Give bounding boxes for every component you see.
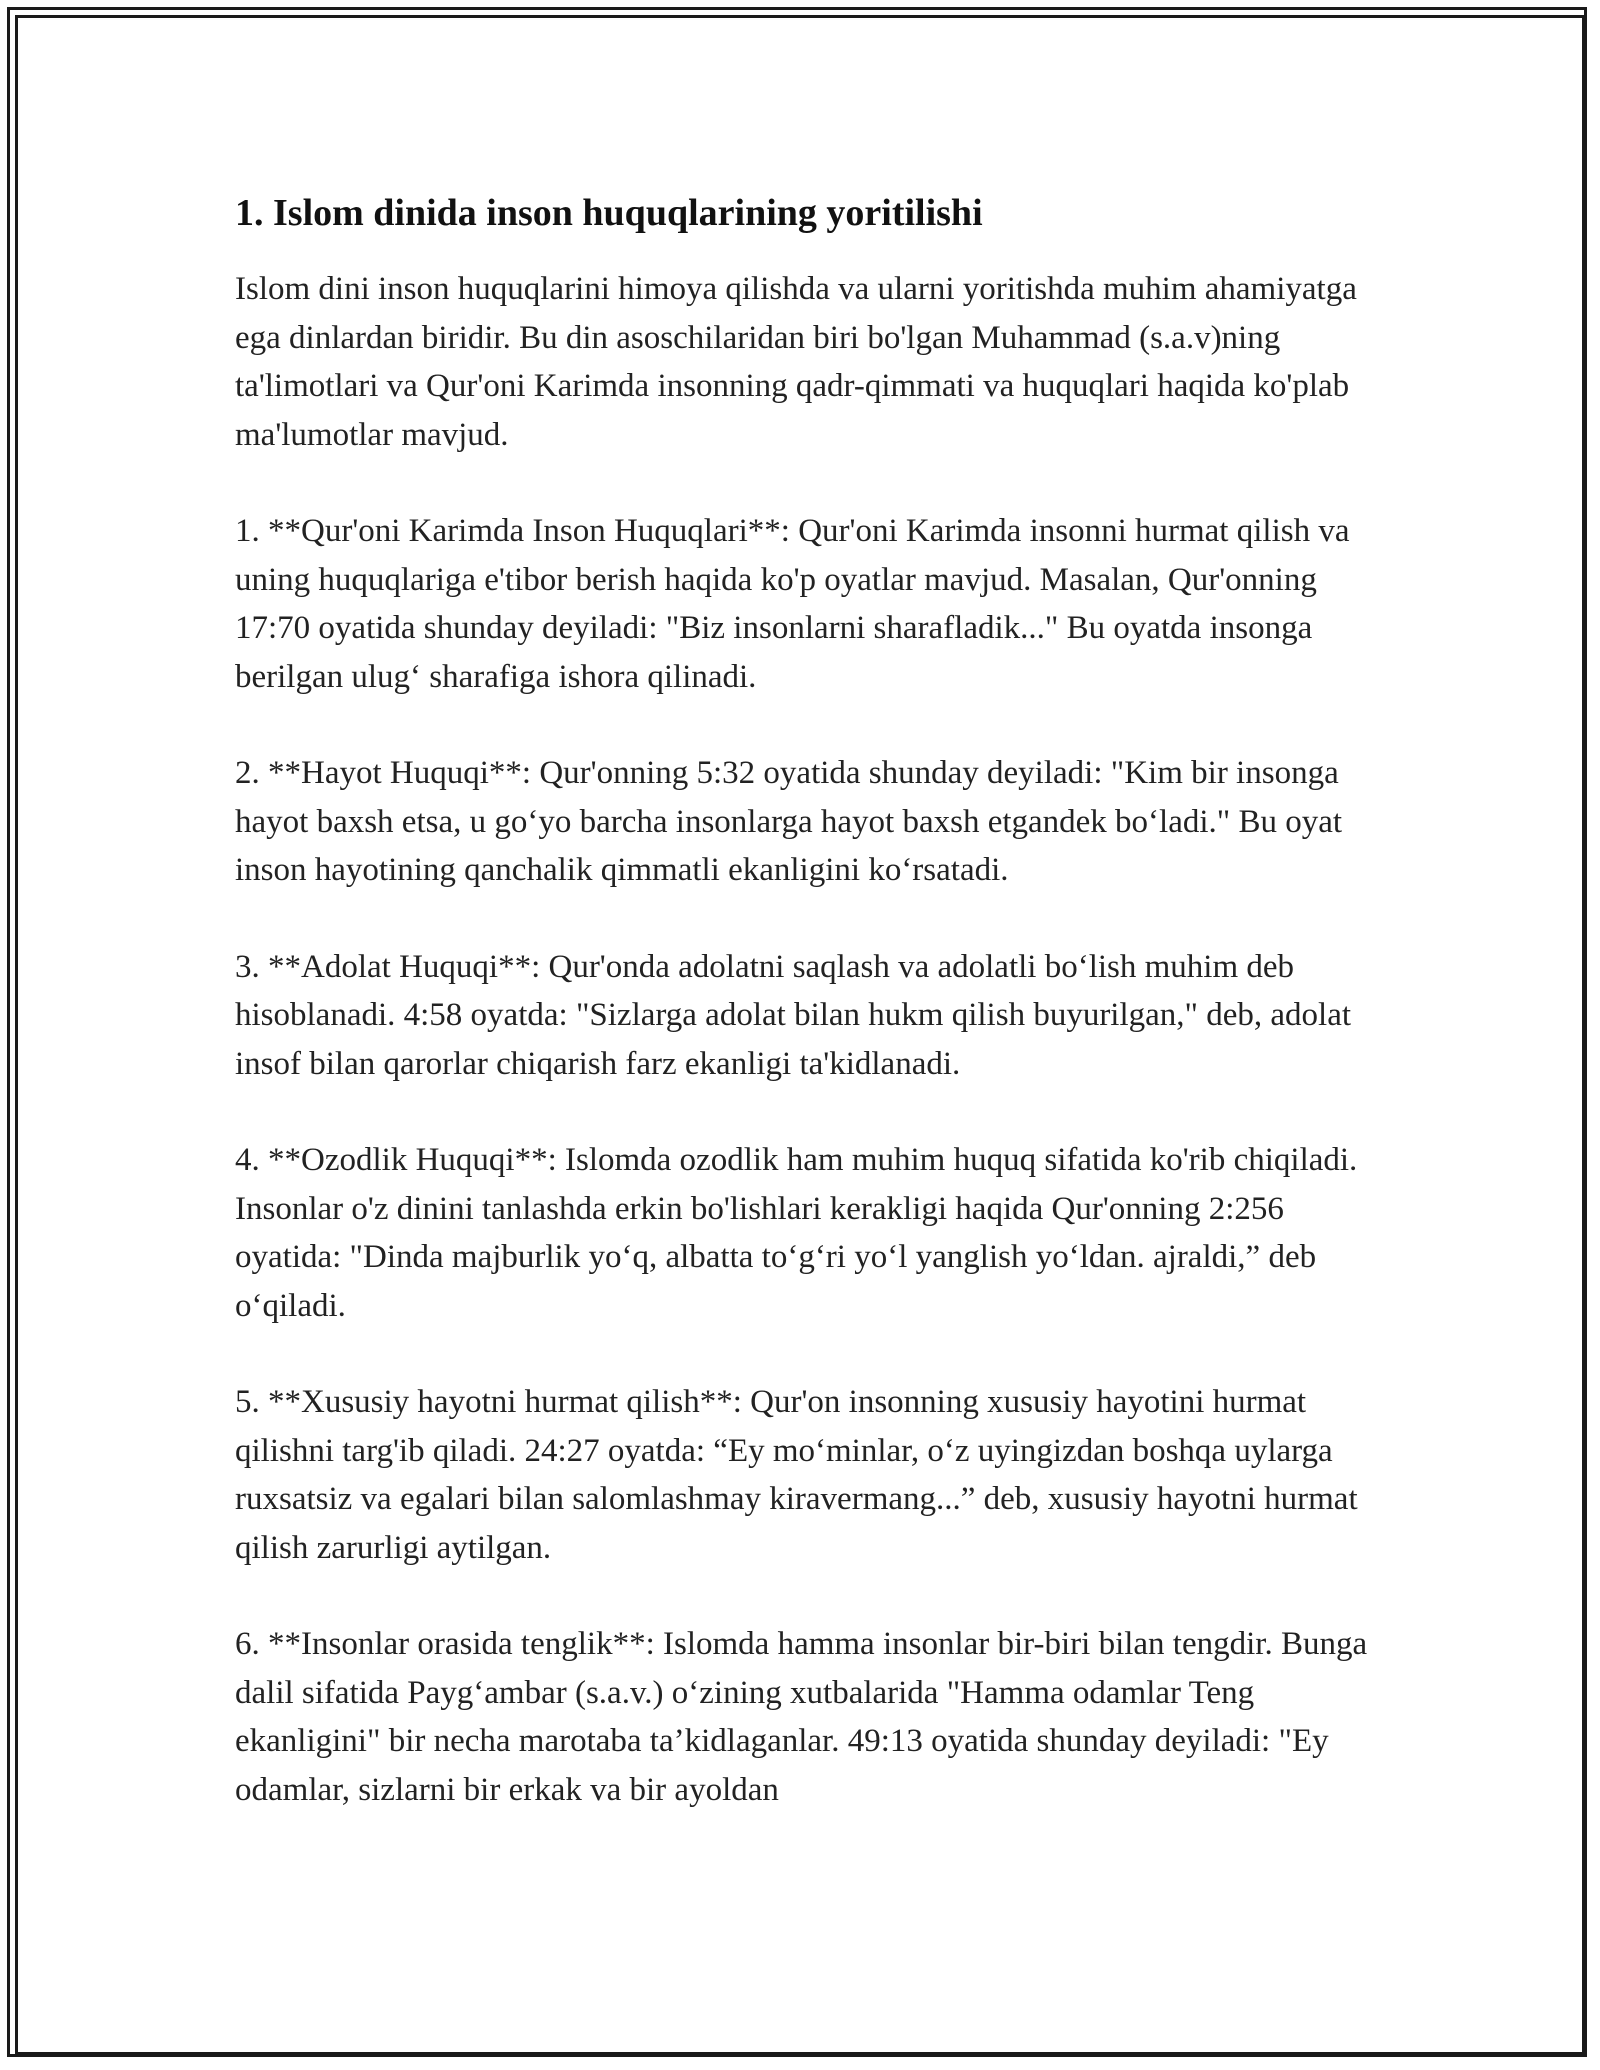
paragraph-equality: 6. **Insonlar orasida tenglik**: Islomda hamma insonlar bir-biri bilan tengdir. Bunga dalil sifatida Payg‘ambar (s.a.v.) o‘zining xutbalarida "Hamma odamlar Teng ekanligini" bir necha marotaba ta’kidlaganlar. 49:13 oyatida shunday deyiladi: "Ey odamlar, sizlarni bir erkak va bir ayoldan: [235, 1626, 1368, 1808]
paragraph-right-to-freedom: 4. **Ozodlik Huquqi**: Islomda ozodlik ham muhim huquq sifatida ko'rib chiqiladi. Insonlar o'z dinini tanlashda erkin bo'lishlari kerakligi haqida Qur'onning 2:256 oyatida: "Dinda majburlik yo‘q, albatta to‘g‘ri yo‘l yanglish yo‘ldan. ajraldi,” deb o‘qiladi.: [235, 1142, 1358, 1324]
paragraph-privacy: 5. **Xususiy hayotni hurmat qilish**: Qur'on insonning xususiy hayotini hurmat qilishni targ'ib qiladi. 24:27 oyatda: “Ey mo‘minlar, o‘z uyingizdan boshqa uylarga ruxsatsiz va egalari bilan salomlashmay kiravermang...” deb, xususiy hayotni hurmat qilish zarurligi aytilgan.: [235, 1384, 1358, 1566]
paragraph-intro: Islom dini inson huquqlarini himoya qilishda va ularni yoritishda muhim ahamiyatga ega dinlardan biridir. Bu din asoschilaridan biri bo'lgan Muhammad (s.a.v)ning ta'limotlari va Qur'oni Karimda insonning qadr-qimmati va huquqlari haqida ko'plab ma'lumotlar mavjud.: [235, 271, 1357, 453]
document-title: 1. Islom dinida inson huquqlarining yoritilishi: [235, 192, 983, 234]
paragraph-quran-human-rights: 1. **Qur'oni Karimda Inson Huquqlari**: Qur'oni Karimda insonni hurmat qilish va uning huquqlariga e'tibor berish haqida ko'p oyatlar mavjud. Masalan, Qur'onning 17:70 oyatida shunday deyiladi: "Biz insonlarni sharafladik..." Bu oyatda insonga berilgan ulug‘ sharafiga ishora qilinadi.: [235, 513, 1350, 695]
document-body: [235, 185, 1370, 1862]
paragraph-right-to-justice: 3. **Adolat Huquqi**: Qur'onda adolatni saqlash va adolatli bo‘lish muhim deb hisoblanadi. 4:58 oyatda: "Sizlarga adolat bilan hukm qilish buyurilgan," deb, adolat insof bilan qarorlar chiqarish farz ekanligi ta'kidlanadi.: [235, 948, 1352, 1082]
paragraph-right-to-life: 2. **Hayot Huquqi**: Qur'onning 5:32 oyatida shunday deyiladi: "Kim bir insonga hayot baxsh etsa, u go‘yo barcha insonlarga hayot baxsh etgandek bo‘ladi." Bu oyat inson hayotining qanchalik qimmatli ekanligini ko‘rsatadi.: [235, 755, 1343, 888]
